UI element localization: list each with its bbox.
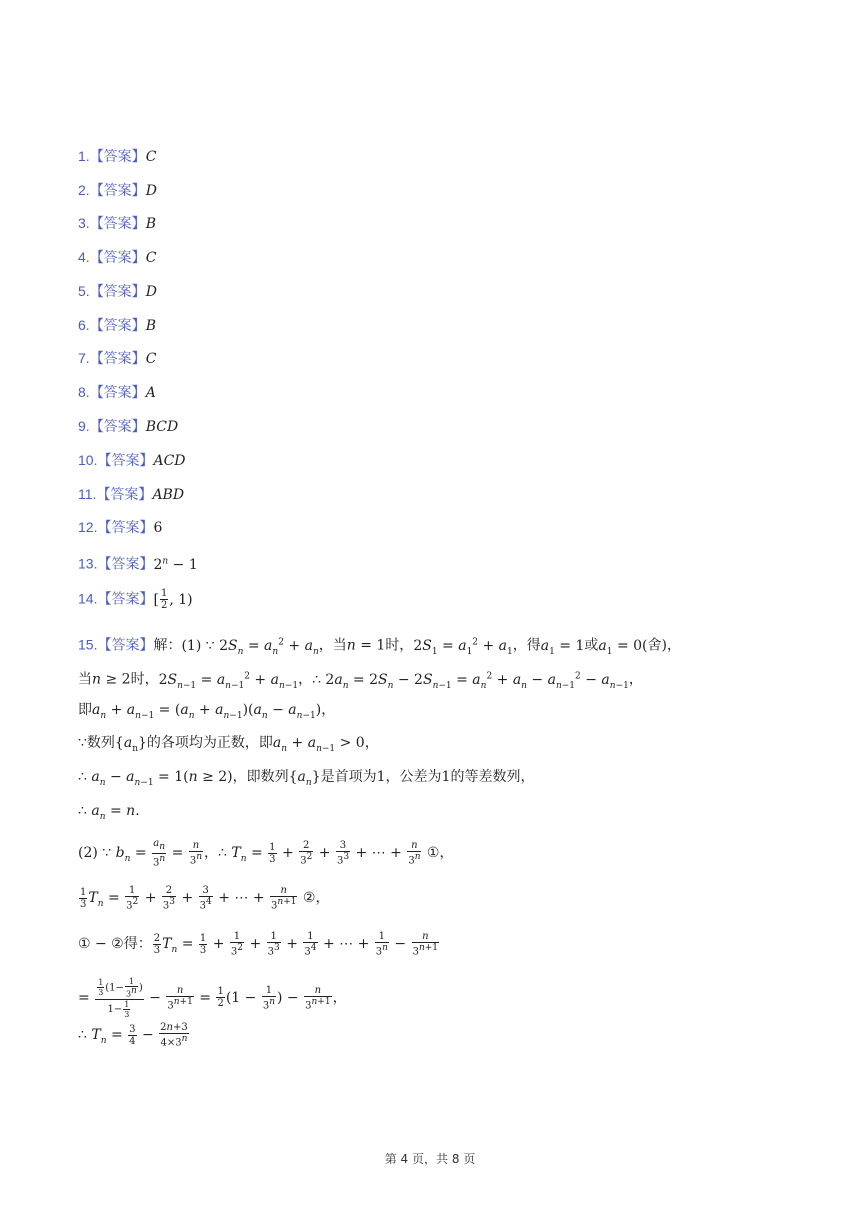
solution-line: 当n ≥ 2时，$2S_{n-1} = a_{n-1}^2 + a_{n-1}$，∴ $2a_n = 2S_n - 2S_{n-1} = a_n^2 + a_n - a_{n-1}^2 - a_{n-1}$， (78, 671, 643, 691)
answer-value: [ $\frac{1}{2}$ , 1) (153, 588, 193, 611)
solution-line: = $\frac{1}{3}$ (1− $\frac{1}{3^n}$ ) 1− $\frac{1}{3}$ − $\frac{n}{3^{n+1}}$ = $\frac{1}{2}$ (1 − $\frac{1}{3^n}$ ) − $\frac{n}{3^{n+1}}$ ， (78, 977, 347, 1019)
answer-item: 4.【答案】C (78, 249, 157, 266)
solution-line: 即$a_n + a_{n-1} = (a_n + a_{n-1})(a_n - a_{n-1})$， (78, 702, 336, 721)
solution-line: ∵数列$\{a_n\}$的各项均为正数，即$a_n + a_{n-1} > 0$， (78, 735, 379, 754)
solution-line: ∴ $T_n$ = $\frac{3}{4}$ − $\frac{2n+3}{4\times 3^n}$ (78, 1022, 188, 1049)
answer-item: 2.【答案】D (78, 182, 157, 199)
answer-item: 12.【答案】6 (78, 519, 163, 536)
solution-line: ① − ②得： $\frac{2}{3}$ $T_n$ = $\frac{1}{3}$ + $\frac{1}{3^2}$ + $\frac{1}{3^3}$ + $\frac{1}{3^4}$ + ⋯ + $\frac{1}{3^n}$ − $\frac{n}{3^{n+1}}$ (78, 931, 439, 958)
answer-item: 11.【答案】ABD (78, 486, 185, 503)
answer-item: 13.【答案】$2^n - 1$ (78, 555, 198, 573)
answer-item: 14.【答案】[ $\frac{1}{2}$ , 1) (78, 588, 193, 611)
answer-item: 10.【答案】ACD (78, 452, 186, 469)
solution-line: (2) ∵ $b_n$ = $\frac{a_n}{3^n}$ = $\frac{n}{3^n}$ ，∴ $T_n$ = $\frac{1}{3}$ + $\frac{2}{3^2}$ + $\frac{3}{3^3}$ + ⋯ + $\frac{n}{3^n}$ ①， (78, 838, 454, 869)
solution-line: 15.【答案】解：(1) ∵ $2S_n = a_n^2 + a_n$，当n = 1时，$2S_1 = a_1^2 + a_1$，得$a_1 = 1$或$a_1 = 0$(舍)， (78, 636, 681, 657)
answer-item: 5.【答案】D (78, 283, 157, 300)
answer-value: $2^n - 1$ (153, 556, 198, 573)
page-footer: 第 4 页，共 8 页 (384, 1152, 476, 1166)
answer-item: 3.【答案】B (78, 215, 156, 232)
answer-item: 7.【答案】C (78, 350, 157, 367)
answer-item: 8.【答案】A (78, 384, 156, 401)
answer-item: 9.【答案】BCD (78, 418, 179, 435)
answer-item: 6.【答案】B (78, 317, 156, 334)
solution-line: ∴ $a_n = n$. (78, 803, 140, 822)
solution-line: $\frac{1}{3}$ $T_n$ = $\frac{1}{3^2}$ + $\frac{2}{3^3}$ + $\frac{3}{3^4}$ + ⋯ + $\frac{n}{3^{n+1}}$ ②， (80, 885, 330, 912)
answer-item: 1.【答案】C (78, 148, 157, 165)
solution-line: ∴ $a_n - a_{n-1} = 1(n \ge 2)$，即数列$\{a_n\}$是首项为1，公差为1的等差数列， (78, 769, 535, 788)
